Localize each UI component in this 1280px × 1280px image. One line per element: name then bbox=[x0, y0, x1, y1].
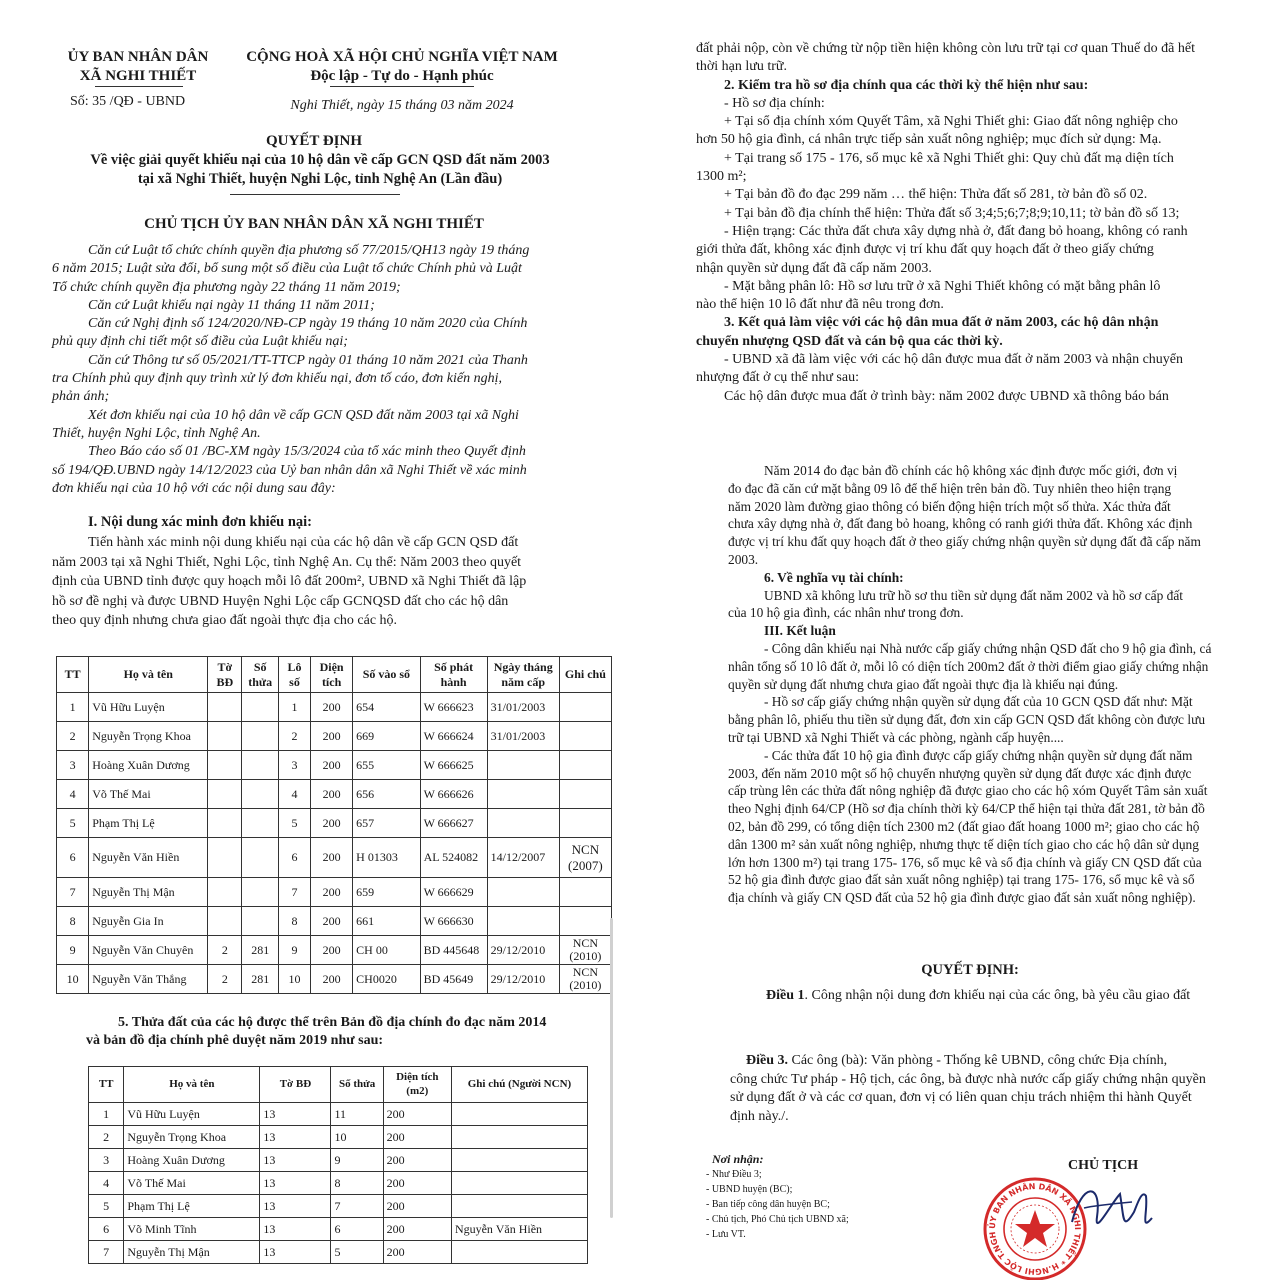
article-1 bbox=[766, 988, 1190, 1004]
table-cell bbox=[208, 693, 242, 722]
paragraph-line: + Tại bản đồ đo đạc 299 năm … thể hiện: Thửa đất số 281, tờ bản đồ số 02. bbox=[724, 187, 1148, 203]
paragraph-line: bằng phân lô, phiếu thu tiền sử dụng đất, đơn xin cấp GCN QSD đất không còn được lưu bbox=[728, 712, 1206, 728]
table-cell bbox=[208, 751, 242, 780]
paragraph-line: nhân tổng số 10 lô đất ở, mỗi lô có diện tích 200m2 đất ở thời điểm giao giấy chứng nhận bbox=[728, 658, 1209, 674]
table-cell: CH 00 bbox=[353, 936, 420, 965]
table-cell bbox=[451, 1103, 587, 1126]
page-4-bottom bbox=[672, 1046, 1268, 1280]
table-cell bbox=[487, 907, 559, 936]
doc-number: Số: 35 /QĐ - UBND bbox=[70, 94, 186, 109]
table-cell: 10 bbox=[278, 965, 310, 994]
article-3-line: công chức Tư pháp - Hộ tịch, các ông, bà được nhà nước cấp giấy chứng nhận quyền bbox=[730, 1071, 1206, 1087]
table-cell: 5 bbox=[57, 809, 89, 838]
table-row bbox=[89, 1218, 588, 1241]
table-cell: 200 bbox=[383, 1149, 451, 1172]
col-header: Diện tích (m2) bbox=[383, 1067, 451, 1103]
table-cell: Nguyễn Trọng Khoa bbox=[124, 1126, 260, 1149]
table-cell: 13 bbox=[260, 1103, 331, 1126]
paragraph-line: - Các thửa đất 10 hộ gia đình được cấp giấy chứng nhận quyền sử dụng đất năm bbox=[764, 747, 1193, 763]
parcel-table bbox=[88, 1066, 588, 1264]
paragraph-line: của 10 hộ gia đình, các nhân như trong đơn. bbox=[728, 605, 964, 621]
table-cell: Võ Thế Mai bbox=[124, 1172, 260, 1195]
table-cell: 656 bbox=[353, 780, 420, 809]
paragraph-line: nhận quyền sử dụng đất đã cấp năm 2003. bbox=[696, 260, 932, 276]
table-cell bbox=[242, 907, 279, 936]
motto-underline bbox=[330, 86, 474, 87]
basis-line: phản ánh; bbox=[52, 389, 110, 405]
table-cell: 10 bbox=[331, 1126, 383, 1149]
table-cell bbox=[451, 1195, 587, 1218]
org-header bbox=[58, 48, 218, 86]
signer-title: CHỦ TỊCH bbox=[1068, 1158, 1139, 1173]
basis-line: Căn cứ Luật tổ chức chính quyền địa phương số 77/2015/QH13 ngày 19 tháng bbox=[88, 243, 530, 258]
table-cell: 7 bbox=[278, 878, 310, 907]
section-1-line: định của UBND tỉnh được quy hoạch mỗi lô đất 200m², UBND xã Nghi Thiết đã lập bbox=[52, 574, 527, 589]
table-cell: 654 bbox=[353, 693, 420, 722]
table-cell: 5 bbox=[278, 809, 310, 838]
paragraph-line: chuyển nhượng QSD đất và cán bộ qua các thời kỳ. bbox=[696, 333, 1003, 349]
org-line-2: XÃ NGHI THIẾT bbox=[79, 68, 197, 84]
table-row bbox=[57, 722, 612, 751]
article-1-label: Điều 1 bbox=[766, 988, 805, 1003]
table-cell bbox=[242, 751, 279, 780]
table-cell: Nguyễn Trọng Khoa bbox=[89, 722, 208, 751]
recipients-title: Nơi nhận: bbox=[712, 1152, 764, 1166]
table-row bbox=[89, 1126, 588, 1149]
table-row bbox=[57, 838, 612, 878]
paragraph-line: - Công dân khiếu nại Nhà nước cấp giấy chứng nhận QSD đất cho 9 hộ gia đình, cá bbox=[764, 640, 1212, 656]
paragraph-line: 52 hộ gia đình được giao đất sản xuất nông nghiệp) tại trang 175- 176, sổ mục kê và sổ bbox=[728, 872, 1195, 888]
table-cell: 1 bbox=[278, 693, 310, 722]
table-cell: 200 bbox=[311, 907, 353, 936]
table-cell: 200 bbox=[311, 751, 353, 780]
basis-line: Theo Báo cáo số 01 /BC-XM ngày 15/3/2024 của tổ xác minh theo Quyết định bbox=[88, 444, 526, 460]
table-cell: 200 bbox=[383, 1241, 451, 1264]
table-cell: 6 bbox=[331, 1218, 383, 1241]
article-3-text: Các ông (bà): Văn phòng - Thống kê UBND, công chức Địa chính, bbox=[788, 1053, 1168, 1068]
table-cell: W 666624 bbox=[420, 722, 487, 751]
table-cell: 200 bbox=[383, 1172, 451, 1195]
table-cell: 657 bbox=[353, 809, 420, 838]
page-1-tables bbox=[0, 648, 628, 1280]
table-cell: W 666623 bbox=[420, 693, 487, 722]
col-header: Số phát hành bbox=[420, 657, 487, 693]
col-header: TT bbox=[57, 657, 89, 693]
table-cell: Vũ Hữu Luyện bbox=[89, 693, 208, 722]
page-2-top bbox=[672, 36, 1238, 418]
table-cell bbox=[208, 907, 242, 936]
article-3-label: Điều 3. bbox=[746, 1053, 788, 1068]
table-cell: 13 bbox=[260, 1195, 331, 1218]
org-line-1: ỦY BAN NHÂN DÂN bbox=[67, 49, 209, 65]
table-cell: 200 bbox=[311, 693, 353, 722]
table-cell: NCN (2007) bbox=[559, 838, 611, 878]
national-header bbox=[232, 48, 572, 86]
col-header: Tờ BĐ bbox=[260, 1067, 331, 1103]
basis-line: Căn cứ Nghị định số 124/2020/NĐ-CP ngày 19 tháng 10 năm 2020 của Chính bbox=[88, 316, 528, 332]
table-cell bbox=[242, 809, 279, 838]
table-cell: 1 bbox=[57, 693, 89, 722]
table-cell: 8 bbox=[57, 907, 89, 936]
households-table-body bbox=[57, 693, 612, 994]
table-cell: 13 bbox=[260, 1241, 331, 1264]
table-cell: 10 bbox=[57, 965, 89, 994]
page-3-middle bbox=[672, 440, 1268, 1020]
recipient-item: - UBND huyện (BC); bbox=[706, 1184, 793, 1195]
paragraph-line: năm 2020 làm đường giao thông có biến động hiện trích một số thửa. Xác thửa đất bbox=[728, 498, 1171, 514]
paragraph-line: + Tại sổ địa chính xóm Quyết Tâm, xã Nghi Thiết ghi: Giao đất nông nghiệp cho bbox=[724, 114, 1178, 130]
table-cell: 655 bbox=[353, 751, 420, 780]
signature bbox=[1062, 1172, 1162, 1252]
table-row bbox=[89, 1172, 588, 1195]
paragraph-line: 3. Kết quả làm việc với các hộ dân mua đất ở năm 2003, các hộ dân nhận bbox=[724, 315, 1159, 331]
table-cell: 281 bbox=[242, 936, 279, 965]
table-cell: Nguyễn Văn Hiền bbox=[89, 838, 208, 878]
section-1-line: năm 2003 tại xã Nghi Thiết, Nghi Lộc, tỉnh Nghệ An. Cụ thể: Năm 2003 theo quyết bbox=[52, 554, 522, 570]
article-3-line bbox=[730, 1052, 1240, 1071]
table-row bbox=[89, 1241, 588, 1264]
table-cell bbox=[487, 751, 559, 780]
table-cell: 9 bbox=[57, 936, 89, 965]
table-cell: 200 bbox=[311, 936, 353, 965]
paragraph-line: 2003. bbox=[728, 551, 759, 567]
table-cell: Hoàng Xuân Dương bbox=[124, 1149, 260, 1172]
signature-icon bbox=[1062, 1172, 1162, 1252]
article-3-line: định này./. bbox=[730, 1108, 789, 1124]
paragraph-line: 2. Kiểm tra hồ sơ địa chính qua các thời kỳ thể hiện như sau: bbox=[724, 77, 1089, 93]
table-cell: NCN (2010) bbox=[559, 936, 611, 965]
table-cell: Nguyễn Gia In bbox=[89, 907, 208, 936]
table-cell: 4 bbox=[57, 780, 89, 809]
seal-text-path: ỦY BAN NHÂN DÂN XÃ NGHI THIẾT * H.NGHI LỘC T.NGH bbox=[987, 1181, 1083, 1277]
paragraph-line: + Tại bản đồ địa chính thể hiện: Thửa đất số 3;4;5;6;7;8;9;10,11; tờ bản đồ số 13; bbox=[724, 205, 1180, 221]
paragraph-line: đo đạc đã căn cứ mặt bằng 09 lô để thể hiện trên bản đồ. Tuy nhiên theo hiện trạng bbox=[728, 480, 1172, 496]
table-cell: 669 bbox=[353, 722, 420, 751]
table-cell bbox=[559, 809, 611, 838]
table-cell: Vũ Hữu Luyện bbox=[124, 1103, 260, 1126]
basis-line: Tổ chức chính quyền địa phương ngày 22 tháng 11 năm 2019; bbox=[52, 279, 401, 295]
paragraph-line: nào thể hiện 10 lô đất như đã nêu trong đơn. bbox=[696, 297, 944, 313]
table-cell bbox=[208, 878, 242, 907]
paragraph-line: lớn hơn 1300 m²) tại trang 175- 176, sổ mục kê và sổ địa chính và giấy CN QSD đất của bbox=[728, 854, 1202, 870]
recipient-item: - Như Điều 3; bbox=[706, 1169, 762, 1180]
table-cell bbox=[208, 722, 242, 751]
paragraph-line: được vị trí khu đất quy hoạch đất ở theo giấy chứng nhận quyền sử dụng đất đã cấp năm bbox=[728, 534, 1201, 550]
section-1-body bbox=[52, 533, 582, 631]
recipient-item: - Ban tiếp công dân huyện BC; bbox=[706, 1199, 830, 1210]
doc-date: Nghi Thiết, ngày 15 tháng 03 năm 2024 bbox=[290, 98, 514, 113]
paragraph-line: quyền sử dụng đất nhưng chưa giao đất ngoài thực địa là khiếu nại đúng. bbox=[728, 676, 1119, 692]
table-cell bbox=[559, 693, 611, 722]
table-cell: 2 bbox=[57, 722, 89, 751]
paragraph-line: - Mặt bằng phân lô: Hồ sơ lưu trữ ở xã Nghi Thiết không có mặt bằng phân lô bbox=[724, 278, 1161, 294]
table-cell bbox=[451, 1149, 587, 1172]
col-header: TT bbox=[89, 1067, 124, 1103]
paragraph-line: 02, bản đồ 299, có tổng diện tích 2300 m2 (đất giao đất hoang 1000 m²; giao cho các hộ bbox=[728, 818, 1200, 834]
paragraph-line: trữ tại UBND xã Nghi Thiết và các phòng, ngành cấp huyện.... bbox=[728, 729, 1064, 745]
table-cell: 200 bbox=[311, 878, 353, 907]
table-cell: 31/01/2003 bbox=[487, 722, 559, 751]
org-underline bbox=[95, 86, 183, 87]
table-cell: 200 bbox=[311, 722, 353, 751]
table-cell: 29/12/2010 bbox=[487, 936, 559, 965]
table-cell bbox=[487, 809, 559, 838]
table-cell: NCN (2010) bbox=[559, 965, 611, 994]
table-cell: 281 bbox=[242, 965, 279, 994]
basis-line: đơn khiếu nại của 10 hộ với các nội dung sau đây: bbox=[52, 480, 336, 496]
table-cell: 8 bbox=[278, 907, 310, 936]
table-cell bbox=[451, 1172, 587, 1195]
table-cell: W 666629 bbox=[420, 878, 487, 907]
table-cell bbox=[242, 878, 279, 907]
table-cell: 200 bbox=[383, 1126, 451, 1149]
paragraph-line: giới thửa đất, không xác định được vị trí khu đất quy hoạch đất ở theo giấy chứng bbox=[696, 242, 1154, 258]
table-cell: 8 bbox=[331, 1172, 383, 1195]
section-1-line: hồ sơ đề nghị và được UBND Huyện Nghi Lộc cấp GCNQSD đất cho các hộ dân bbox=[52, 593, 509, 609]
table-cell bbox=[559, 722, 611, 751]
basis-line: tra Chính phủ quy định quy trình xử lý đơn khiếu nại, đơn tố cáo, đơn kiến nghị, bbox=[52, 371, 502, 387]
table-cell: 13 bbox=[260, 1218, 331, 1241]
table-cell bbox=[559, 780, 611, 809]
col-header: Số vào sổ bbox=[353, 657, 420, 693]
table-cell: W 666630 bbox=[420, 907, 487, 936]
recipient-item: - Lưu VT. bbox=[706, 1229, 746, 1240]
paragraph-line: Các hộ dân được mua đất ở trình bày: năm 2002 được UBND xã thông báo bán bbox=[724, 388, 1169, 404]
table-row bbox=[57, 936, 612, 965]
table-cell: 200 bbox=[311, 965, 353, 994]
paragraph-line: địa chính và giấy CN QSD đất của 52 hộ gia đình được giao đất sản xuất nông nghiệp). bbox=[728, 890, 1196, 906]
table-cell: 659 bbox=[353, 878, 420, 907]
table-cell bbox=[487, 878, 559, 907]
table-cell: 200 bbox=[311, 838, 353, 878]
households-table bbox=[56, 656, 612, 994]
basis-line: 6 năm 2015; Luật sửa đổi, bổ sung một số điều của Luật tổ chức Chính phủ và Luật bbox=[52, 261, 522, 277]
table-header-row bbox=[89, 1067, 588, 1103]
table-cell bbox=[242, 838, 279, 878]
table-row bbox=[89, 1195, 588, 1218]
table-cell: 200 bbox=[383, 1103, 451, 1126]
table-cell: 29/12/2010 bbox=[487, 965, 559, 994]
nation-name: CỘNG HOÀ XÃ HỘI CHỦ NGHĨA VIỆT NAM bbox=[246, 49, 558, 65]
paragraph-line: dân 1300 m² sản xuất nông nghiệp, nhưng thực tế diện tích giao cho các hộ dân sử dụng bbox=[728, 836, 1199, 852]
scroll-indicator bbox=[610, 918, 613, 1218]
section-5-title-line-2: và bản đồ địa chính phê duyệt năm 2019 như sau: bbox=[86, 1033, 384, 1048]
table-cell bbox=[559, 878, 611, 907]
table-cell: 1 bbox=[89, 1103, 124, 1126]
table-cell: CH0020 bbox=[353, 965, 420, 994]
paragraph-line: hơn 50 hộ gia đình, cá nhân trực tiếp sản xuất nông nghiệp; mục đích sử dụng: Mạ. bbox=[696, 132, 1162, 148]
col-header: Ngày tháng năm cấp bbox=[487, 657, 559, 693]
table-cell: 6 bbox=[278, 838, 310, 878]
parcel-table-body bbox=[89, 1103, 588, 1264]
table-cell: 3 bbox=[57, 751, 89, 780]
basis-line: Căn cứ Luật khiếu nại ngày 11 tháng 11 năm 2011; bbox=[88, 297, 375, 313]
table-cell: 9 bbox=[278, 936, 310, 965]
table-header-row bbox=[57, 657, 612, 693]
paragraph-line: - UBND xã đã làm việc với các hộ dân được mua đất ở năm 2003 và nhận chuyển bbox=[724, 352, 1183, 368]
table-cell bbox=[242, 722, 279, 751]
recipients-block bbox=[706, 1152, 946, 1242]
table-cell: Phạm Thị Lệ bbox=[89, 809, 208, 838]
table-cell: 4 bbox=[278, 780, 310, 809]
table-cell: 4 bbox=[89, 1172, 124, 1195]
page-1-top bbox=[0, 0, 628, 640]
table-cell: Nguyễn Văn Chuyên bbox=[89, 936, 208, 965]
table-cell: 11 bbox=[331, 1103, 383, 1126]
table-cell: 7 bbox=[331, 1195, 383, 1218]
table-cell: 2 bbox=[278, 722, 310, 751]
table-cell: W 666626 bbox=[420, 780, 487, 809]
table-cell: 661 bbox=[353, 907, 420, 936]
table-cell: 13 bbox=[260, 1172, 331, 1195]
paragraph-line: nhượng đất ở cụ thể như sau: bbox=[696, 370, 859, 386]
table-cell: 200 bbox=[383, 1218, 451, 1241]
section-1-line: Tiến hành xác minh nội dung khiếu nại của các hộ dân về cấp GCN QSD đất bbox=[88, 535, 519, 550]
table-row bbox=[57, 965, 612, 994]
col-header: Số thửa bbox=[331, 1067, 383, 1103]
table-cell: 2 bbox=[89, 1126, 124, 1149]
paragraph-line: 6. Về nghĩa vụ tài chính: bbox=[764, 569, 904, 585]
paragraph-line: theo Nghị định 64/CP (Hồ sơ địa chính thời kỳ 64/CP thể hiện tại thửa đất 281, tờ bản đồ bbox=[728, 801, 1205, 817]
table-cell: W 666627 bbox=[420, 809, 487, 838]
section-1-title: I. Nội dung xác minh đơn khiếu nại: bbox=[88, 514, 312, 530]
paragraph-line: UBND xã không lưu trữ hồ sơ thu tiền sử dụng đất năm 2002 và hồ sơ cấp đất bbox=[764, 587, 1184, 603]
table-row bbox=[57, 878, 612, 907]
basis-line: Thiết, huyện Nghi Lộc, tỉnh Nghệ An. bbox=[52, 425, 261, 441]
article-3 bbox=[730, 1052, 1240, 1126]
table-cell bbox=[208, 809, 242, 838]
section-5-title-line-1: 5. Thửa đất của các hộ được thể trên Bản đồ địa chính đo đạc năm 2014 bbox=[118, 1015, 547, 1030]
table-cell: 13 bbox=[260, 1149, 331, 1172]
col-header: Tờ BĐ bbox=[208, 657, 242, 693]
table-cell: 3 bbox=[278, 751, 310, 780]
table-cell: 14/12/2007 bbox=[487, 838, 559, 878]
table-cell bbox=[208, 780, 242, 809]
article-1-text: . Công nhận nội dung đơn khiếu nại của các ông, bà yêu cầu giao đất bbox=[804, 988, 1191, 1003]
table-row bbox=[57, 780, 612, 809]
basis-line: Căn cứ Thông tư số 05/2021/TT-TTCP ngày 01 tháng 10 năm 2021 của Thanh bbox=[88, 352, 528, 368]
table-row bbox=[57, 809, 612, 838]
table-cell: 5 bbox=[89, 1195, 124, 1218]
table-cell: Võ Minh Tĩnh bbox=[124, 1218, 260, 1241]
paragraph-line: - Hiện trạng: Các thửa đất chưa xây dựng nhà ở, đất đang bỏ hoang, không có ranh bbox=[724, 223, 1188, 239]
basis-line: Xét đơn khiếu nại của 10 hộ dân về cấp GCN QSD đất năm 2003 tại xã Nghi bbox=[88, 407, 519, 423]
table-cell bbox=[487, 780, 559, 809]
decision-title: QUYẾT ĐỊNH: bbox=[921, 962, 1019, 978]
paragraph-line: 1300 m²; bbox=[696, 169, 747, 185]
table-cell: 31/01/2003 bbox=[487, 693, 559, 722]
table-cell bbox=[242, 780, 279, 809]
table-cell bbox=[242, 693, 279, 722]
table-cell: 13 bbox=[260, 1126, 331, 1149]
table-cell bbox=[559, 907, 611, 936]
paragraph-line: đất phải nộp, còn về chứng từ nộp tiền hiện không còn lưu trữ tại cơ quan Thuế do đã hết bbox=[696, 41, 1195, 56]
col-header: Họ và tên bbox=[89, 657, 208, 693]
table-cell: 200 bbox=[383, 1195, 451, 1218]
table-cell: 3 bbox=[89, 1149, 124, 1172]
table-row bbox=[89, 1149, 588, 1172]
col-header: Lô số bbox=[278, 657, 310, 693]
col-header: Ghi chú bbox=[559, 657, 611, 693]
table-cell: Nguyễn Văn Hiền bbox=[451, 1218, 587, 1241]
paragraph-line: chưa xây dựng nhà ở, đất đang bỏ hoang, không có ranh giới thửa đất. Không xác định bbox=[728, 516, 1193, 532]
table-cell: Nguyễn Thị Mận bbox=[89, 878, 208, 907]
col-header: Số thửa bbox=[242, 657, 279, 693]
recipient-item: - Chủ tịch, Phó Chủ tịch UBND xã; bbox=[706, 1214, 849, 1225]
subject-underline bbox=[230, 194, 400, 195]
table-cell: Hoàng Xuân Dương bbox=[89, 751, 208, 780]
paragraph-line: cấp trùng lên các thửa đất nông nghiệp đã được giao cho các hộ xóm Quyết Tâm sản xuất bbox=[728, 783, 1208, 799]
legal-basis bbox=[52, 242, 582, 498]
page-3-body bbox=[728, 462, 1240, 907]
table-cell: 2 bbox=[208, 936, 242, 965]
table-row bbox=[57, 907, 612, 936]
table-cell bbox=[208, 838, 242, 878]
section-1-line: theo quy định nhưng chưa giao đất ngoài thực địa cho các hộ. bbox=[52, 613, 398, 628]
table-cell bbox=[451, 1126, 587, 1149]
table-cell: 7 bbox=[57, 878, 89, 907]
paragraph-line: + Tại trang số 175 - 176, sổ mục kê xã Nghi Thiết ghi: Quy chủ đất mạ diện tích bbox=[724, 150, 1174, 166]
doc-type-title: QUYẾT ĐỊNH bbox=[266, 133, 362, 149]
motto: Độc lập - Tự do - Hạnh phúc bbox=[310, 68, 494, 84]
table-row bbox=[57, 693, 612, 722]
col-header: Diện tích bbox=[311, 657, 353, 693]
page-2-body bbox=[696, 40, 1216, 406]
table-cell: 6 bbox=[89, 1218, 124, 1241]
table-cell: Phạm Thị Lệ bbox=[124, 1195, 260, 1218]
table-cell: BD 45649 bbox=[420, 965, 487, 994]
table-cell: BD 445648 bbox=[420, 936, 487, 965]
article-3-line: sử dụng đất ở và các cơ quan, đơn vị có liên quan chịu trách nhiệm thi hành Quyết bbox=[730, 1090, 1192, 1105]
basis-line: số 194/QĐ.UBND ngày 14/12/2023 của Uỷ ban nhân dân xã Nghi Thiết về xác minh bbox=[52, 462, 527, 478]
paragraph-line: III. Kết luận bbox=[764, 623, 836, 639]
table-cell: Nguyễn Thị Mận bbox=[124, 1241, 260, 1264]
table-cell: 6 bbox=[57, 838, 89, 878]
table-cell: 9 bbox=[331, 1149, 383, 1172]
paragraph-line: 2003, đến năm 2010 một số hộ chuyển nhượng quyền sử dụng đất được xác định được bbox=[728, 765, 1192, 781]
table-cell: Võ Thế Mai bbox=[89, 780, 208, 809]
table-cell: 5 bbox=[331, 1241, 383, 1264]
table-cell: 200 bbox=[311, 809, 353, 838]
paragraph-line: - Hồ sơ cấp giấy chứng nhận quyền sử dụng đất của 10 GCN QSD đất như: Mặt bbox=[764, 694, 1193, 710]
col-header: Ghi chú (Người NCN) bbox=[451, 1067, 587, 1103]
basis-line: phủ quy định chi tiết một số điều của Luật khiếu nại; bbox=[52, 334, 348, 350]
table-cell: Nguyễn Văn Thắng bbox=[89, 965, 208, 994]
paragraph-line: Năm 2014 đo đạc bản đồ chính các hộ không xác định được mốc giới, đơn vị bbox=[764, 463, 1178, 478]
paragraph-line: thời hạn lưu trữ. bbox=[696, 59, 788, 75]
table-cell: W 666625 bbox=[420, 751, 487, 780]
doc-subject-line-2: tại xã Nghi Thiết, huyện Nghi Lộc, tỉnh Nghệ An (Lần đầu) bbox=[137, 171, 503, 187]
table-cell bbox=[451, 1241, 587, 1264]
col-header: Họ và tên bbox=[124, 1067, 260, 1103]
table-cell: 200 bbox=[311, 780, 353, 809]
table-cell: AL 524082 bbox=[420, 838, 487, 878]
table-cell bbox=[559, 751, 611, 780]
table-cell: 7 bbox=[89, 1241, 124, 1264]
paragraph-line: - Hồ sơ địa chính: bbox=[724, 95, 825, 111]
doc-subject-line-1: Về việc giải quyết khiếu nại của 10 hộ dân về cấp GCN QSD đất năm 2003 bbox=[90, 152, 550, 168]
table-cell: 2 bbox=[208, 965, 242, 994]
table-row bbox=[89, 1103, 588, 1126]
table-row bbox=[57, 751, 612, 780]
authority-title: CHỦ TỊCH ỦY BAN NHÂN DÂN XÃ NGHI THIẾT bbox=[144, 216, 484, 232]
table-cell: H 01303 bbox=[353, 838, 420, 878]
